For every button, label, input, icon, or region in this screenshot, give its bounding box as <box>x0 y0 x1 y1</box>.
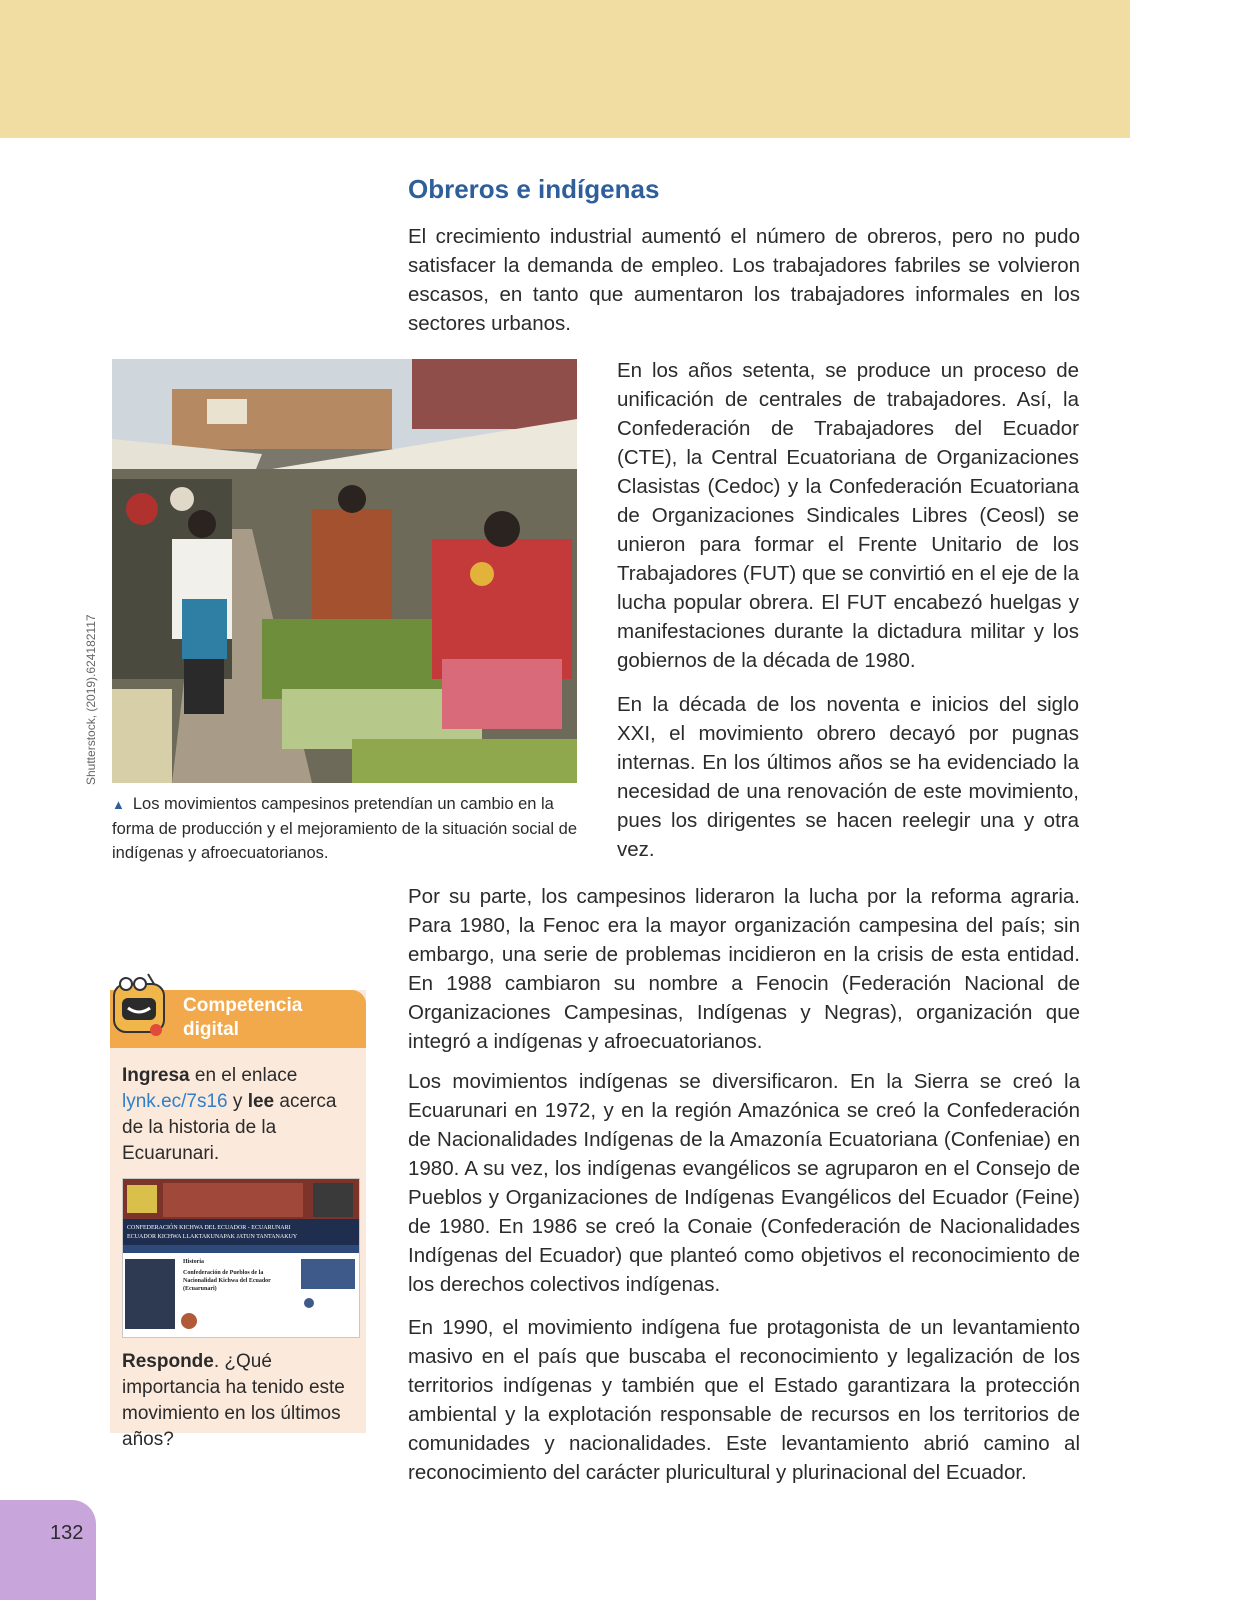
market-photo <box>112 359 577 783</box>
market-photo-illustration <box>112 359 577 783</box>
page-number-tab <box>0 1500 96 1600</box>
website-title-bar <box>123 1219 359 1245</box>
lee-label: lee <box>247 1091 275 1112</box>
ingresa-label: Ingresa <box>122 1065 190 1086</box>
website-content-blocks <box>123 1253 359 1337</box>
paragraph-1990: En 1990, el movimiento indígena fue protagonista de un levantamiento masivo en el país que buscaba el reconocimiento y legalización de los territorios indígenas y también que el Estado garantizara la protección ambiental y la explotación responsable de recursos en los territorios de comunidades y nacionalidades. Este levantamiento abrió camino al reconocimiento del carácter pluricultural y plurinacional del Ecuador. <box>408 1316 1080 1484</box>
website-banner <box>123 1179 359 1219</box>
competencia-title <box>183 994 302 1042</box>
section-heading: Obreros e indígenas <box>408 174 660 204</box>
page-number: 132 <box>50 1522 84 1544</box>
competencia-instructions <box>122 1063 360 1167</box>
competencia-title-line2: digital <box>183 1019 239 1040</box>
website-nav-bar <box>123 1245 359 1253</box>
paragraph-indigenas: Los movimientos indígenas se diversificaron. En la Sierra se creó la Ecuarunari en 1972, y en la región Amazónica se creó la Confederación de Nacionalidades Indígenas de la Amazonía Ecuatoriana (Confeniae) en 1980. A su vez, los indígenas evangélicos se agruparon en el Consejo de Pueblos y Organizaciones de Indígenas Evangélicos del Ecuador (Feine) de 1980. En 1986 se creó la Conaie (Confederación de Nacionalidades Indígenas del Ecuador) que planteó como objetivos el reconocimiento de los derechos colectivos indígenas. <box>408 1070 1080 1296</box>
website-banner-image <box>123 1179 359 1219</box>
ecuarunari-link[interactable]: lynk.ec/7s16 <box>122 1091 228 1112</box>
responde-rest-text: . ¿Qué importancia ha tenido este movimiento en los últimos años? <box>122 1351 345 1450</box>
robot-mascot-icon <box>108 972 174 1044</box>
caption-triangle-icon: ▲ <box>112 797 125 812</box>
competencia-title-line1: Competencia <box>183 995 303 1016</box>
website-section-label: Historia <box>183 1259 204 1265</box>
website-org-line1: CONFEDERACIÓN KICHWA DEL ECUADOR - ECUARUNARI <box>127 1225 291 1231</box>
en-el-enlace-text: en el enlace <box>189 1065 298 1086</box>
lee-rest-text: acerca de la historia de la Ecuarunari. <box>122 1091 337 1164</box>
photo-caption-text: Los movimientos campesinos pretendían un cambio en la forma de producción y el mejoramiento de la situación social de indígenas y afroecuatorianos. <box>112 795 577 862</box>
website-page-title: Confederación de Pueblos de la Nacionalidad Kichwa del Ecuador (Ecuarunari) <box>183 1270 271 1292</box>
page-edge <box>1130 0 1236 138</box>
photo-credit: Shutterstock, (2019).624182117 <box>84 614 98 785</box>
responde-label: Responde <box>122 1351 214 1372</box>
website-org-line2: ECUADOR KICHWA LLAKTAKUNAPAK JATUN TANTANAKUY <box>127 1234 298 1240</box>
paragraph-campesinos: Por su parte, los campesinos lideraron la lucha por la reforma agraria. Para 1980, la Fenoc era la mayor organización campesina del país; sin embargo, una serie de problemas incidieron en la crisis de esta entidad. En 1988 cambiaron su nombre a Fenocin (Federación Nacional de Organizaciones Campesinas, Indígenas y Negras), organización que integró a indígenas y afroecuatorianos. <box>408 885 1080 1053</box>
paragraph-setenta: En los años setenta, se produce un proceso de unificación de centrales de trabajadores. Así, la Confederación de Trabajadores del Ecuador (CTE), la Central Ecuatoriana de Organizaciones Clasistas (Cedoc) y la Confederación Ecuatoriana de Organizaciones Sindicales Libres (Ceosl) se unieron para formar el Frente Unitario de los Trabajadores (FUT) que se convirtió en el eje de la lucha popular obrera. El FUT encabezó huelgas y manifestaciones durante la dictadura militar y los gobiernos de la década de 1980. <box>617 359 1079 672</box>
competencia-question <box>122 1349 360 1453</box>
photo-caption <box>112 792 582 865</box>
website-screenshot <box>122 1178 360 1338</box>
y-text: y <box>227 1091 248 1112</box>
paragraph-intro: El crecimiento industrial aumentó el número de obreros, pero no pudo satisfacer la demanda de empleo. Los trabajadores fabriles se volvieron escasos, en tanto que aumentaron los trabajadores informales en los sectores urbanos. <box>408 225 1080 335</box>
paragraph-noventa: En la década de los noventa e inicios del siglo XXI, el movimiento obrero decayó por pugnas internas. En los últimos años se ha evidenciado la necesidad de una renovación de este movimiento, pues los dirigentes se hacen reelegir una y otra vez. <box>617 693 1079 861</box>
top-color-band <box>0 0 1130 138</box>
